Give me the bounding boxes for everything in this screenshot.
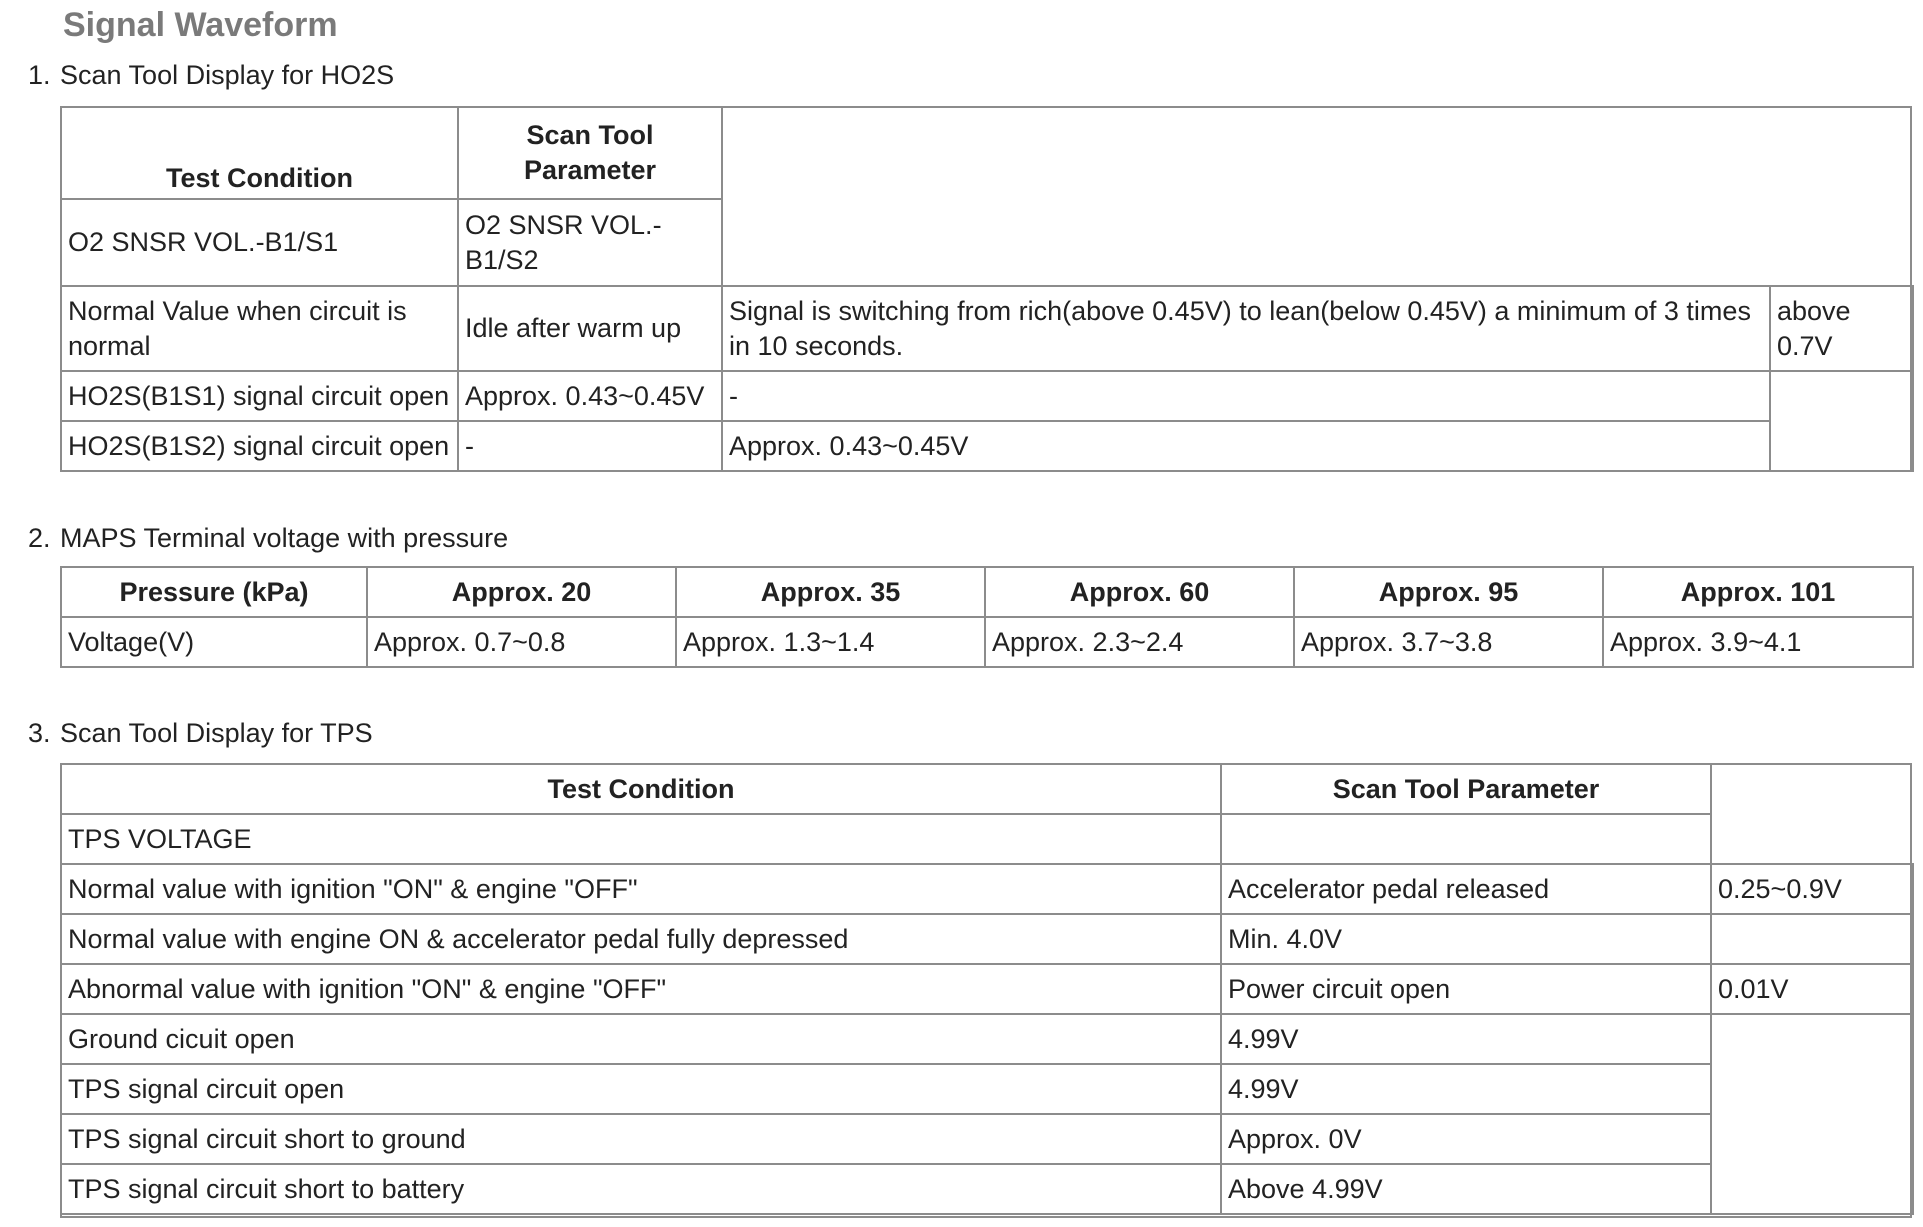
- table-cell: Approx. 2.3~2.4: [985, 617, 1294, 667]
- table-row-label: HO2S(B1S2) signal circuit open: [61, 421, 458, 471]
- maps-header: Approx. 20: [367, 567, 676, 617]
- empty-cell: [1711, 1014, 1913, 1214]
- param-b1s1: O2 SNSR VOL.-B1/S1: [61, 199, 458, 286]
- param-b1s2: O2 SNSR VOL.-B1/S2: [458, 199, 722, 286]
- table-row-label: TPS signal circuit short to battery: [61, 1164, 1221, 1214]
- table-cell: 4.99V: [1221, 1014, 1711, 1064]
- page-title: Signal Waveform: [63, 6, 338, 44]
- table-cell: Power circuit open: [1221, 964, 1711, 1014]
- tps-param: TPS VOLTAGE: [61, 814, 1221, 864]
- tps-table: [60, 763, 1914, 1215]
- table-cell: Approx. 3.7~3.8: [1294, 617, 1603, 667]
- table-cell: Min. 4.0V: [1221, 914, 1711, 964]
- section-title: Scan Tool Display for TPS: [60, 718, 373, 748]
- maps-header: Approx. 101: [1603, 567, 1913, 617]
- normal-condition: Idle after warm up: [458, 286, 722, 371]
- maps-header: Approx. 35: [676, 567, 985, 617]
- maps-header: Approx. 95: [1294, 567, 1603, 617]
- ho2s-table: [60, 106, 1914, 472]
- empty-cell: [1711, 764, 1913, 864]
- table-cell: -: [722, 371, 1770, 421]
- section-number: 1.: [28, 60, 51, 90]
- table-cell: Approx. 0.7~0.8: [367, 617, 676, 667]
- table-row-label: HO2S(B1S1) signal circuit open: [61, 371, 458, 421]
- empty-cell: [1221, 814, 1711, 864]
- section-3-heading: [28, 718, 373, 749]
- table-row-label: Ground cicuit open: [61, 1014, 1221, 1064]
- table-cell: Approx. 3.9~4.1: [1603, 617, 1913, 667]
- maps-header: Approx. 60: [985, 567, 1294, 617]
- empty-cell: [1770, 371, 1913, 471]
- table-cell: Approx. 0V: [1221, 1114, 1711, 1164]
- table-cell: Above 4.99V: [1221, 1164, 1711, 1214]
- table-cell: Approx. 0.43~0.45V: [722, 421, 1770, 471]
- section-number: 3.: [28, 718, 51, 748]
- table-cell: -: [458, 421, 722, 471]
- empty-cell: [722, 107, 1913, 286]
- section-2-heading: [28, 523, 508, 554]
- normal-switching: Signal is switching from rich(above 0.45V) to lean(below 0.45V) a minimum of 3 times in 10 seconds.: [722, 286, 1770, 371]
- normal-label: Normal Value when circuit is normal: [61, 286, 458, 371]
- section-title: Scan Tool Display for HO2S: [60, 60, 395, 90]
- normal-above: above 0.7V: [1770, 286, 1913, 371]
- maps-table: [60, 566, 1914, 668]
- table-cell: [1711, 914, 1913, 964]
- table-row-label: TPS signal circuit open: [61, 1064, 1221, 1114]
- section-title: MAPS Terminal voltage with pressure: [60, 523, 509, 553]
- table-row-label: Abnormal value with ignition "ON" & engine "OFF": [61, 964, 1221, 1014]
- section-1-heading: [28, 60, 394, 91]
- table-row-label: Voltage(V): [61, 617, 367, 667]
- table-cell: 0.25~0.9V: [1711, 864, 1913, 914]
- header-scan-tool-parameter: Scan Tool Parameter: [1221, 764, 1711, 814]
- section-number: 2.: [28, 523, 51, 553]
- maps-header: Pressure (kPa): [61, 567, 367, 617]
- table-cell: Approx. 1.3~1.4: [676, 617, 985, 667]
- table-row-label: Normal value with ignition "ON" & engine "OFF": [61, 864, 1221, 914]
- header-test-condition: Test Condition: [61, 764, 1221, 814]
- header-scan-tool-parameter: Scan Tool Parameter: [458, 107, 722, 199]
- table-cell: 0.01V: [1711, 964, 1913, 1014]
- table-cell: 4.99V: [1221, 1064, 1711, 1114]
- table-cell: Approx. 0.43~0.45V: [458, 371, 722, 421]
- header-test-condition: Test Condition: [61, 107, 458, 199]
- table-cell: Accelerator pedal released: [1221, 864, 1711, 914]
- table-row-label: TPS signal circuit short to ground: [61, 1114, 1221, 1164]
- table-row-label: Normal value with engine ON & accelerator pedal fully depressed: [61, 914, 1221, 964]
